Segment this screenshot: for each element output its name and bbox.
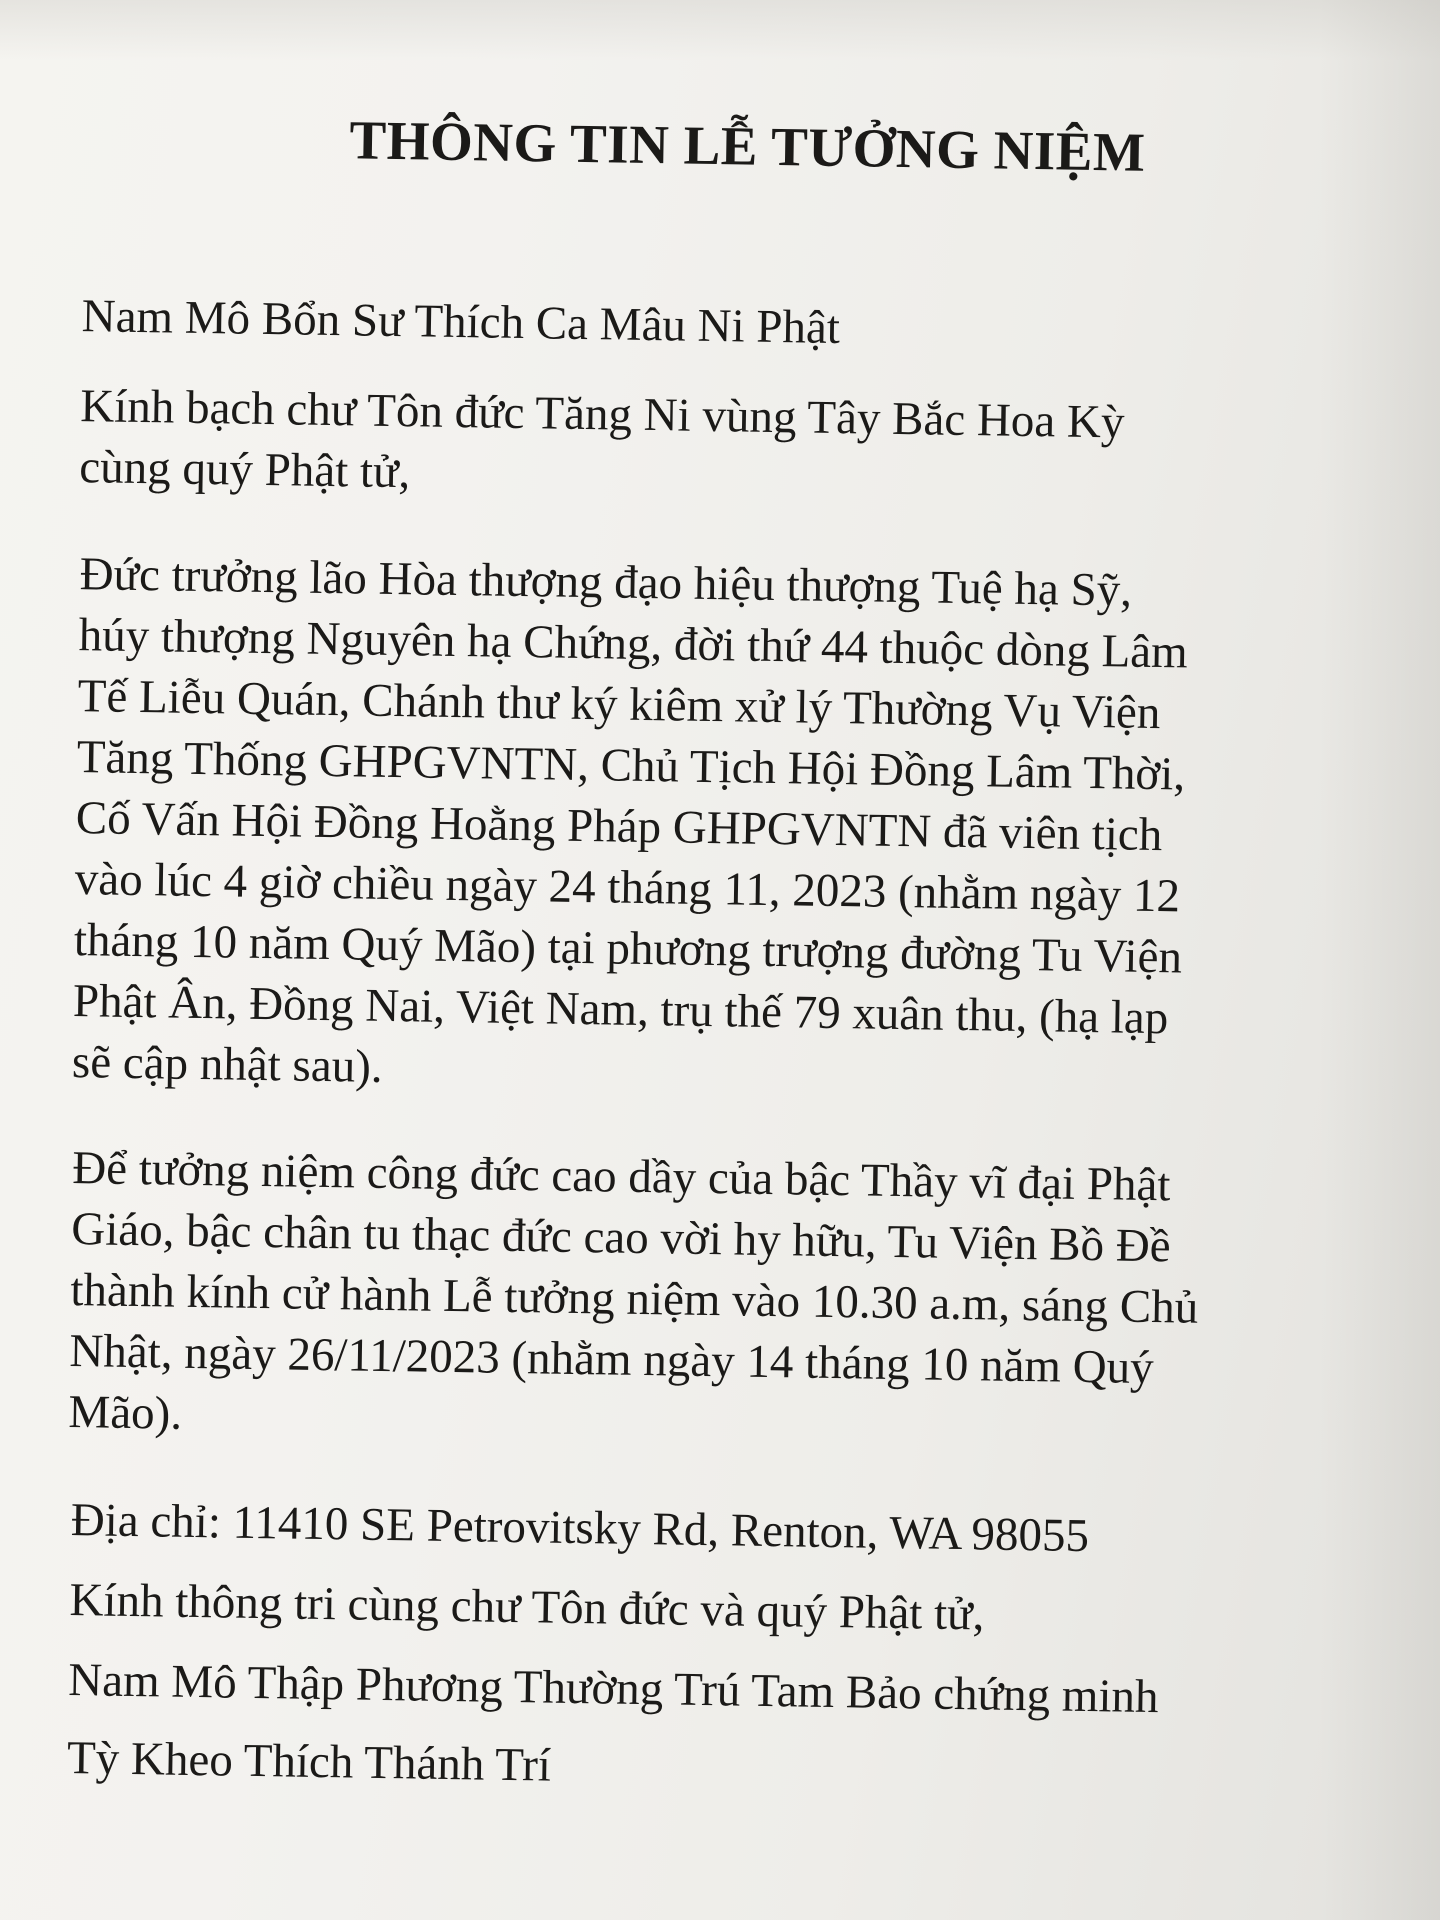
salutation-line: cùng quý Phật tử, — [78, 441, 411, 499]
announcement-line: sẽ cập nhật sau). — [71, 1036, 384, 1093]
ceremony-line: Giáo, bậc chân tu thạc đức cao vời hy hữu, Tu Viện Bồ Đề — [70, 1203, 1172, 1273]
announcement-line: Tế Liễu Quán, Chánh thư ký kiêm xử lý Thường Vụ Viện — [77, 670, 1161, 740]
document-title: THÔNG TIN LỄ TƯỞNG NIỆM — [349, 109, 1146, 183]
ceremony-line: Mão). — [68, 1386, 183, 1440]
ceremony-line: thành kính cử hành Lễ tưởng niệm vào 10.30 a.m, sáng Chủ — [70, 1264, 1199, 1334]
witness-line: Nam Mô Thập Phương Thường Trú Tam Bảo chứng minh — [67, 1654, 1159, 1724]
ceremony-line: Nhật, ngày 26/11/2023 (nhằm ngày 14 tháng 10 năm Quý — [69, 1325, 1155, 1395]
signature-line: Tỳ Kheo Thích Thánh Trí — [66, 1732, 552, 1792]
announcement-line: Phật Ân, Đồng Nai, Việt Nam, trụ thế 79 xuân thu, (hạ lạp — [72, 975, 1169, 1045]
announcement-line: húy thượng Nguyên hạ Chứng, đời thứ 44 thuộc dòng Lâm — [78, 609, 1189, 679]
address-line: Địa chỉ: 11410 SE Petrovitsky Rd, Renton, WA 98055 — [70, 1494, 1090, 1563]
announcement-line: Cố Vấn Hội Đồng Hoằng Pháp GHPGVNTN đã viên tịch — [75, 792, 1163, 862]
invocation: Nam Mô Bổn Sư Thích Ca Mâu Ni Phật — [81, 290, 841, 354]
announcement-line: Đức trưởng lão Hòa thượng đạo hiệu thượng Tuệ hạ Sỹ, — [79, 548, 1133, 617]
announcement-line: tháng 10 năm Quý Mão) tại phương trượng đường Tu Viện — [73, 914, 1183, 984]
ceremony-line: Để tưởng niệm công đức cao dầy của bậc Thầy vĩ đại Phật — [71, 1142, 1171, 1212]
announcement-line: vào lúc 4 giờ chiều ngày 24 tháng 11, 2023 (nhằm ngày 12 — [74, 853, 1181, 923]
closing-line: Kính thông tri cùng chư Tôn đức và quý Phật tử, — [69, 1574, 985, 1641]
announcement-line: Tăng Thống GHPGVNTN, Chủ Tịch Hội Đồng Lâm Thời, — [76, 731, 1186, 801]
salutation-line: Kính bạch chư Tôn đức Tăng Ni vùng Tây Bắc Hoa Kỳ — [79, 380, 1125, 449]
